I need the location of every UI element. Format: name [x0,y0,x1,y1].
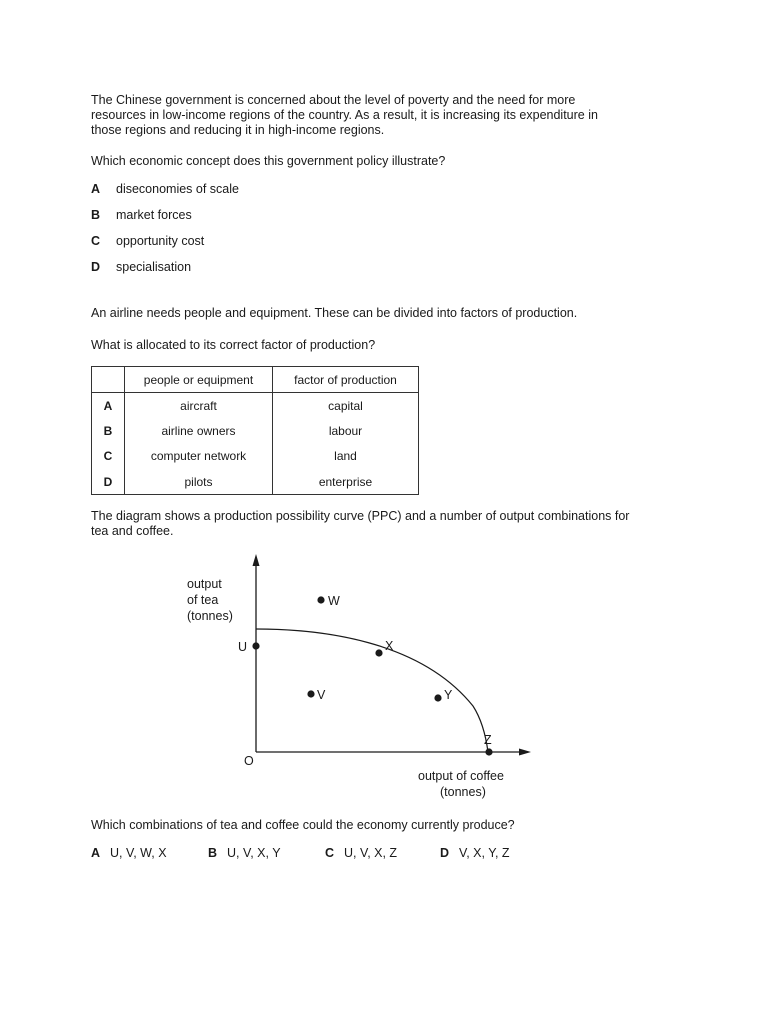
q1-question: Which economic concept does this government policy illustrate? [91,154,446,168]
point-w [317,596,324,603]
option-text: specialisation [116,260,192,274]
point-y-label: Y [444,688,453,702]
row-item: pilots [125,469,273,495]
answer-text: U, V, X, Y [227,846,281,860]
q1-option-a[interactable] [91,182,239,197]
q3-question: Which combinations of tea and coffee could the economy currently produce? [91,818,515,832]
row-key: D [92,469,125,495]
answer-key: B [208,846,218,860]
option-key: D [91,260,101,274]
y-axis-label-1: output [187,577,222,591]
option-text: market forces [116,208,192,222]
q3-stem-line-1: The diagram shows a production possibility curve (PPC) and a number of output combinations for [91,509,630,523]
point-v-label: V [317,688,326,702]
row-item: aircraft [125,393,273,419]
answer-key: D [440,846,450,860]
row-key: B [92,418,125,443]
row-factor: labour [273,418,419,443]
factors-table [91,366,419,495]
q3-answer-c[interactable] [325,846,397,861]
row-item: computer network [125,444,273,469]
point-u [252,642,259,649]
option-text: diseconomies of scale [116,182,239,196]
point-x [375,649,382,656]
option-key: C [91,234,101,248]
origin-label: O [244,754,254,768]
q1-option-c[interactable] [91,234,204,249]
answer-text: U, V, W, X [110,846,167,860]
y-axis-label-3: (tonnes) [187,609,233,623]
row-item: airline owners [125,418,273,443]
q1-stem-line-2: resources in low-income regions of the country. As a result, it is increasing its expenditure in [91,108,598,122]
table-row[interactable] [92,469,419,495]
table-header-blank [92,367,125,393]
option-text: opportunity cost [116,234,205,248]
ppc-diagram [0,545,768,845]
q1-stem-line-1: The Chinese government is concerned about the level of poverty and the need for more [91,93,576,107]
table-row[interactable] [92,444,419,469]
q1-stem-line-3: those regions and reducing it in high-income regions. [91,123,385,137]
ppc-curve [256,629,488,752]
row-key: A [92,393,125,419]
row-factor: enterprise [273,469,419,495]
point-v [307,690,314,697]
y-axis-label-2: of tea [187,593,219,607]
table-header-factor: factor of production [273,367,419,393]
answer-key: A [91,846,101,860]
q3-answer-b[interactable] [208,846,281,861]
q3-stem [91,509,649,539]
option-key: B [91,208,101,222]
q1-stem [91,93,649,138]
x-axis-label-1: output of coffee [418,769,504,783]
point-z [485,748,492,755]
y-axis-arrow-icon [253,554,260,566]
point-x-label: X [385,639,394,653]
point-z-label: Z [484,733,492,747]
table-header-people: people or equipment [125,367,273,393]
q3-stem-line-2: tea and coffee. [91,524,174,538]
table-row[interactable] [92,418,419,443]
point-y [434,694,441,701]
point-w-label: W [328,594,340,608]
x-axis-arrow-icon [519,749,531,756]
answer-key: C [325,846,335,860]
row-key: C [92,444,125,469]
q2-question: What is allocated to its correct factor of production? [91,338,376,352]
point-u-label: U [238,640,248,654]
answer-text: V, X, Y, Z [459,846,510,860]
table-header-row [92,367,419,393]
row-factor: capital [273,393,419,419]
q2-stem: An airline needs people and equipment. These can be divided into factors of production. [91,306,578,320]
q3-answer-a[interactable] [91,846,167,861]
x-axis-label-2: (tonnes) [440,785,486,799]
q1-option-d[interactable] [91,260,191,275]
answer-text: U, V, X, Z [344,846,398,860]
q1-option-b[interactable] [91,208,192,223]
table-row[interactable] [92,393,419,419]
q3-answer-d[interactable] [440,846,510,861]
row-factor: land [273,444,419,469]
option-key: A [91,182,101,196]
